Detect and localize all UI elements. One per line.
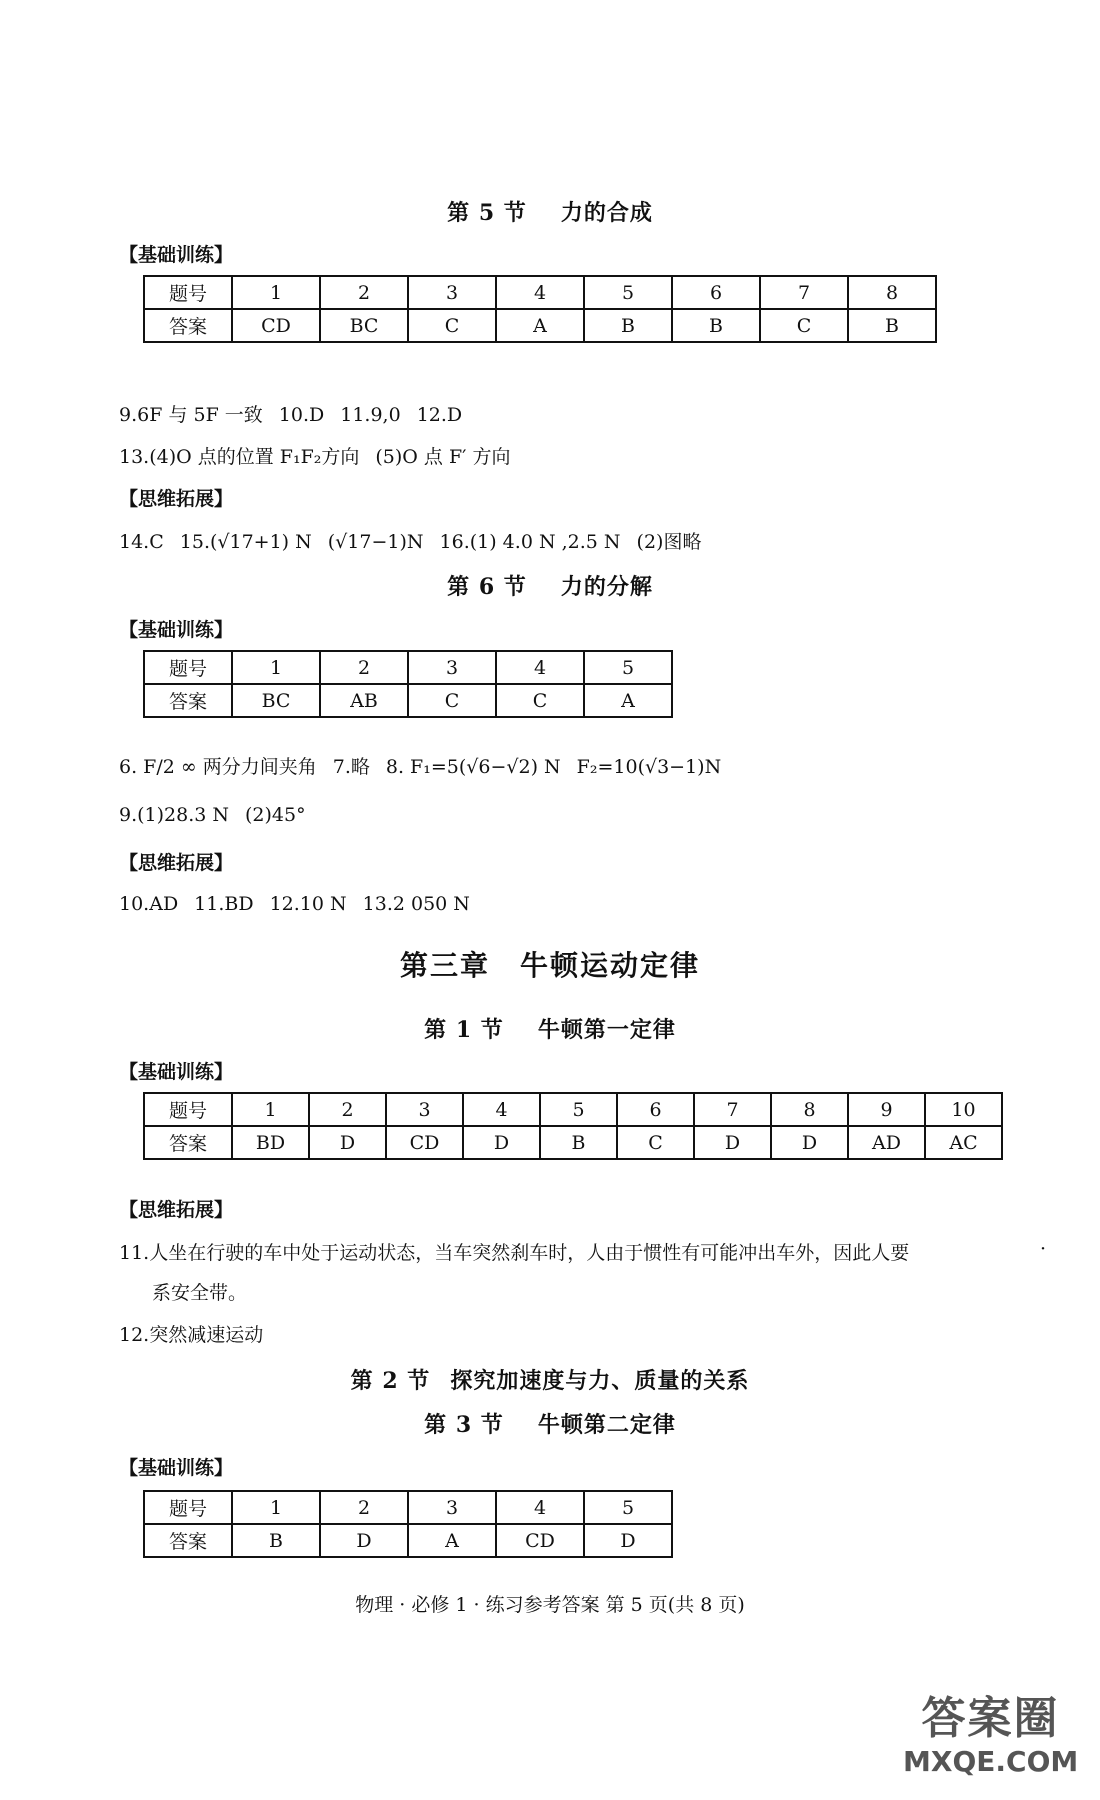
table-row: 题号 1 2 3 4 5 6 7 8 9 10	[144, 1093, 1002, 1126]
section-title-3: 第 3 节 牛顿第二定律	[424, 1412, 676, 1438]
basic-training-heading: 【基础训练】	[119, 1061, 234, 1083]
table-row: 答案 BC AB C C A	[144, 684, 672, 717]
section-title-1: 第 1 节 牛顿第一定律	[424, 1017, 676, 1043]
basic-training-heading: 【基础训练】	[119, 1457, 234, 1479]
answer-line: 9.(1)28.3 N (2)45°	[119, 804, 306, 826]
answer-table-s3	[143, 1490, 673, 1558]
answer-line: 9.6F 与 5F 一致 10.D 11.9,0 12.D	[119, 404, 463, 426]
basic-training-heading: 【基础训练】	[119, 244, 234, 266]
answer-line: 14.C 15.(√17+1) N (√17−1)N 16.(1) 4.0 N ,2.5 N (2)图略	[119, 531, 702, 553]
answer-table-s1	[143, 1092, 1003, 1160]
chapter-title: 第三章 牛顿运动定律	[399, 949, 701, 982]
watermark-logo: 答案圈 MXQE.COM	[903, 1693, 1079, 1778]
thinking-extension-heading: 【思维拓展】	[119, 852, 234, 874]
thinking-extension-heading: 【思维拓展】	[119, 1199, 234, 1221]
answer-table-s6	[143, 650, 673, 718]
table-row: 题号 1 2 3 4 5 6 7 8	[144, 276, 936, 309]
basic-training-heading: 【基础训练】	[119, 619, 234, 641]
table-row: 题号 1 2 3 4 5	[144, 651, 672, 684]
table-row: 答案 CD BC C A B B C B	[144, 309, 936, 342]
page-footer: 物理 · 必修 1 · 练习参考答案 第 5 页(共 8 页)	[355, 1594, 745, 1616]
section-title-5: 第 5 节 力的合成	[447, 200, 653, 226]
answer-table-s5	[143, 275, 937, 343]
section-title-2: 第 2 节 探究加速度与力、质量的关系	[350, 1368, 750, 1394]
answer-line-continued: 系安全带。	[152, 1282, 248, 1304]
answer-line: 11.人坐在行驶的车中处于运动状态，当车突然刹车时，人由于惯性有可能冲出车外，因此人要	[119, 1242, 910, 1264]
section-title-6: 第 6 节 力的分解	[447, 574, 653, 600]
table-row: 题号 1 2 3 4 5	[144, 1491, 672, 1524]
table-row: 答案 B D A CD D	[144, 1524, 672, 1557]
answer-line: 12.突然减速运动	[119, 1324, 264, 1346]
answer-line: 6. F/2 ∞ 两分力间夹角 7.略 8. F₁=5(√6−√2) N F₂=10(√3−1)N	[119, 756, 722, 778]
table-row: 答案 BD D CD D B C D D AD AC	[144, 1126, 1002, 1159]
thinking-extension-heading: 【思维拓展】	[119, 488, 234, 510]
stray-dot: ·	[1040, 1238, 1047, 1260]
answer-line: 13.(4)O 点的位置 F₁F₂方向 (5)O 点 F′ 方向	[119, 446, 511, 468]
answer-line: 10.AD 11.BD 12.10 N 13.2 050 N	[119, 893, 470, 915]
